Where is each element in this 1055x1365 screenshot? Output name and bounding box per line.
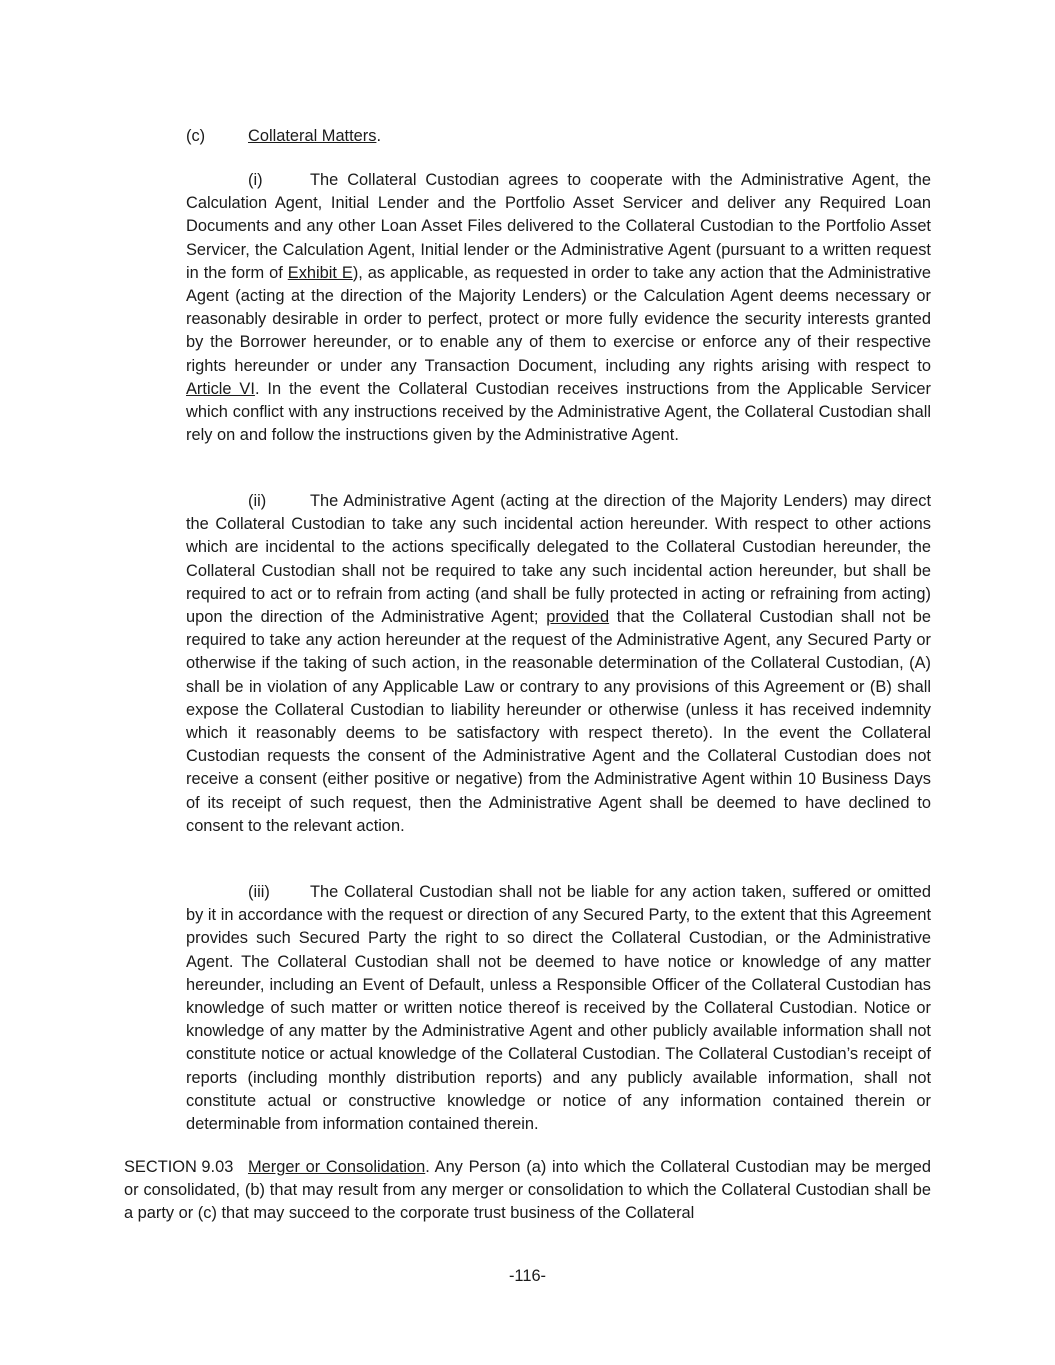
paragraph-i-text-2: ), as applicable, as requested in order to take any action that the Administrative Agent (acting at the direction of the Majority Lenders) or the Calculation Agent deems necessary or reasonably desirable in order to perfect, protect or more fully evidence the security interests granted by the Borrower hereunder, or to enable any of them to exercise or enforce any of their respective rights hereunder or under any Transaction Document, including any rights arising with respect to bbox=[186, 263, 931, 375]
section-text: . Any Person (a) into which the Collateral Custodian may be merged or consolidated, (b) that may result from any merger or consolidation to which the Collateral Custodian shall be a party or (c) that may succeed to the corporate trust business of the Collateral bbox=[124, 1158, 931, 1223]
paragraph-ii-text-1: The Administrative Agent (acting at the direction of the Majority Lenders) may direct the Collateral Custodian to take any such incidental action hereunder. With respect to other actions which are incidental to the actions specifically delegated to the Collateral Custodian hereunder, the Collateral Custodian shall not be required to take any such incidental action hereunder, but shall be required to act or to refrain from acting (and shall be fully protected in acting or refraining from acting) upon the direction of the Administrative Agent; bbox=[186, 492, 931, 627]
article-vi-reference: Article VI bbox=[186, 379, 255, 398]
paragraph-ii-number: (ii) bbox=[248, 492, 267, 510]
provided-term: provided bbox=[546, 608, 610, 627]
paragraph-iii-text: The Collateral Custodian shall not be liable for any action taken, suffered or omitted by it in accordance with the request or direction of any Secured Party, to the extent that this Agreement provides such Secured Party the right to so direct the Collateral Custodian, or the Administrative Agent. The Collateral Custodian shall not be deemed to have notice or knowledge of any matter hereunder, including an Event of Default, unless a Responsible Officer of the Collateral Custodian has knowledge of such matter or written notice thereof is received by the Collateral Custodian. Notice or knowledge of any matter by the Administrative Agent and other publicly available information shall not constitute notice or actual knowledge of the Collateral Custodian. The Collateral Custodian’s receipt of reports (including monthly distribution reports) and any publicly available information, shall not constitute actual or constructive knowledge or notice of any information contained therein or determinable from information contained therein. bbox=[186, 883, 931, 1134]
paragraph-i bbox=[186, 169, 931, 447]
subsection-c-title-end: . bbox=[376, 127, 381, 145]
paragraph-i-text-1: The Collateral Custodian agrees to cooperate with the Administrative Agent, the Calculation Agent, Initial Lender and the Portfolio Asset Servicer and deliver any Required Loan Documents and any other Loan Asset Files delivered to the Collateral Custodian to the Portfolio Asset Servicer, the Calculation Agent, Initial lender or the Administrative Agent (pursuant to a written request in the form of bbox=[186, 171, 931, 282]
subsection-c-heading bbox=[186, 125, 381, 148]
paragraph-iii bbox=[186, 881, 931, 1136]
subsection-c-title: Collateral Matters bbox=[248, 127, 377, 145]
paragraph-i-number: (i) bbox=[248, 171, 263, 189]
paragraph-i-text-3: . In the event the Collateral Custodian receives instructions from the Applicable Servicer which conflict with any instructions received by the Administrative Agent, the Collateral Custodian shall rely on and follow the instructions given by the Administrative Agent. bbox=[186, 379, 931, 445]
exhibit-e-reference: Exhibit E bbox=[287, 263, 353, 282]
subsection-c-number: (c) bbox=[186, 127, 206, 145]
section-number: SECTION 9.03 bbox=[124, 1158, 234, 1176]
paragraph-iii-number: (iii) bbox=[248, 883, 270, 901]
page-number: -116- bbox=[508, 1267, 547, 1285]
paragraph-ii bbox=[186, 490, 931, 838]
section-title: Merger or Consolidation bbox=[248, 1158, 426, 1176]
paragraph-ii-text-2: that the Collateral Custodian shall not be required to take any action hereunder at the request of the Administrative Agent, any Secured Party or otherwise if the taking of such action, in the reasonable determination of the Collateral Custodian, (A) shall be in violation of any Applicable Law or contrary to any provisions of this Agreement or (B) shall expose the Collateral Custodian to liability hereunder or otherwise (unless it has received indemnity which it reasonably deems to be satisfactory with respect thereto). In the event the Collateral Custodian requests the consent of the Administrative Agent and the Collateral Custodian does not receive a consent (either positive or negative) from the Administrative Agent within 10 Business Days of its receipt of such request, then the Administrative Agent shall be deemed to have declined to consent to the relevant action. bbox=[186, 608, 931, 835]
section-9-03 bbox=[124, 1156, 931, 1226]
